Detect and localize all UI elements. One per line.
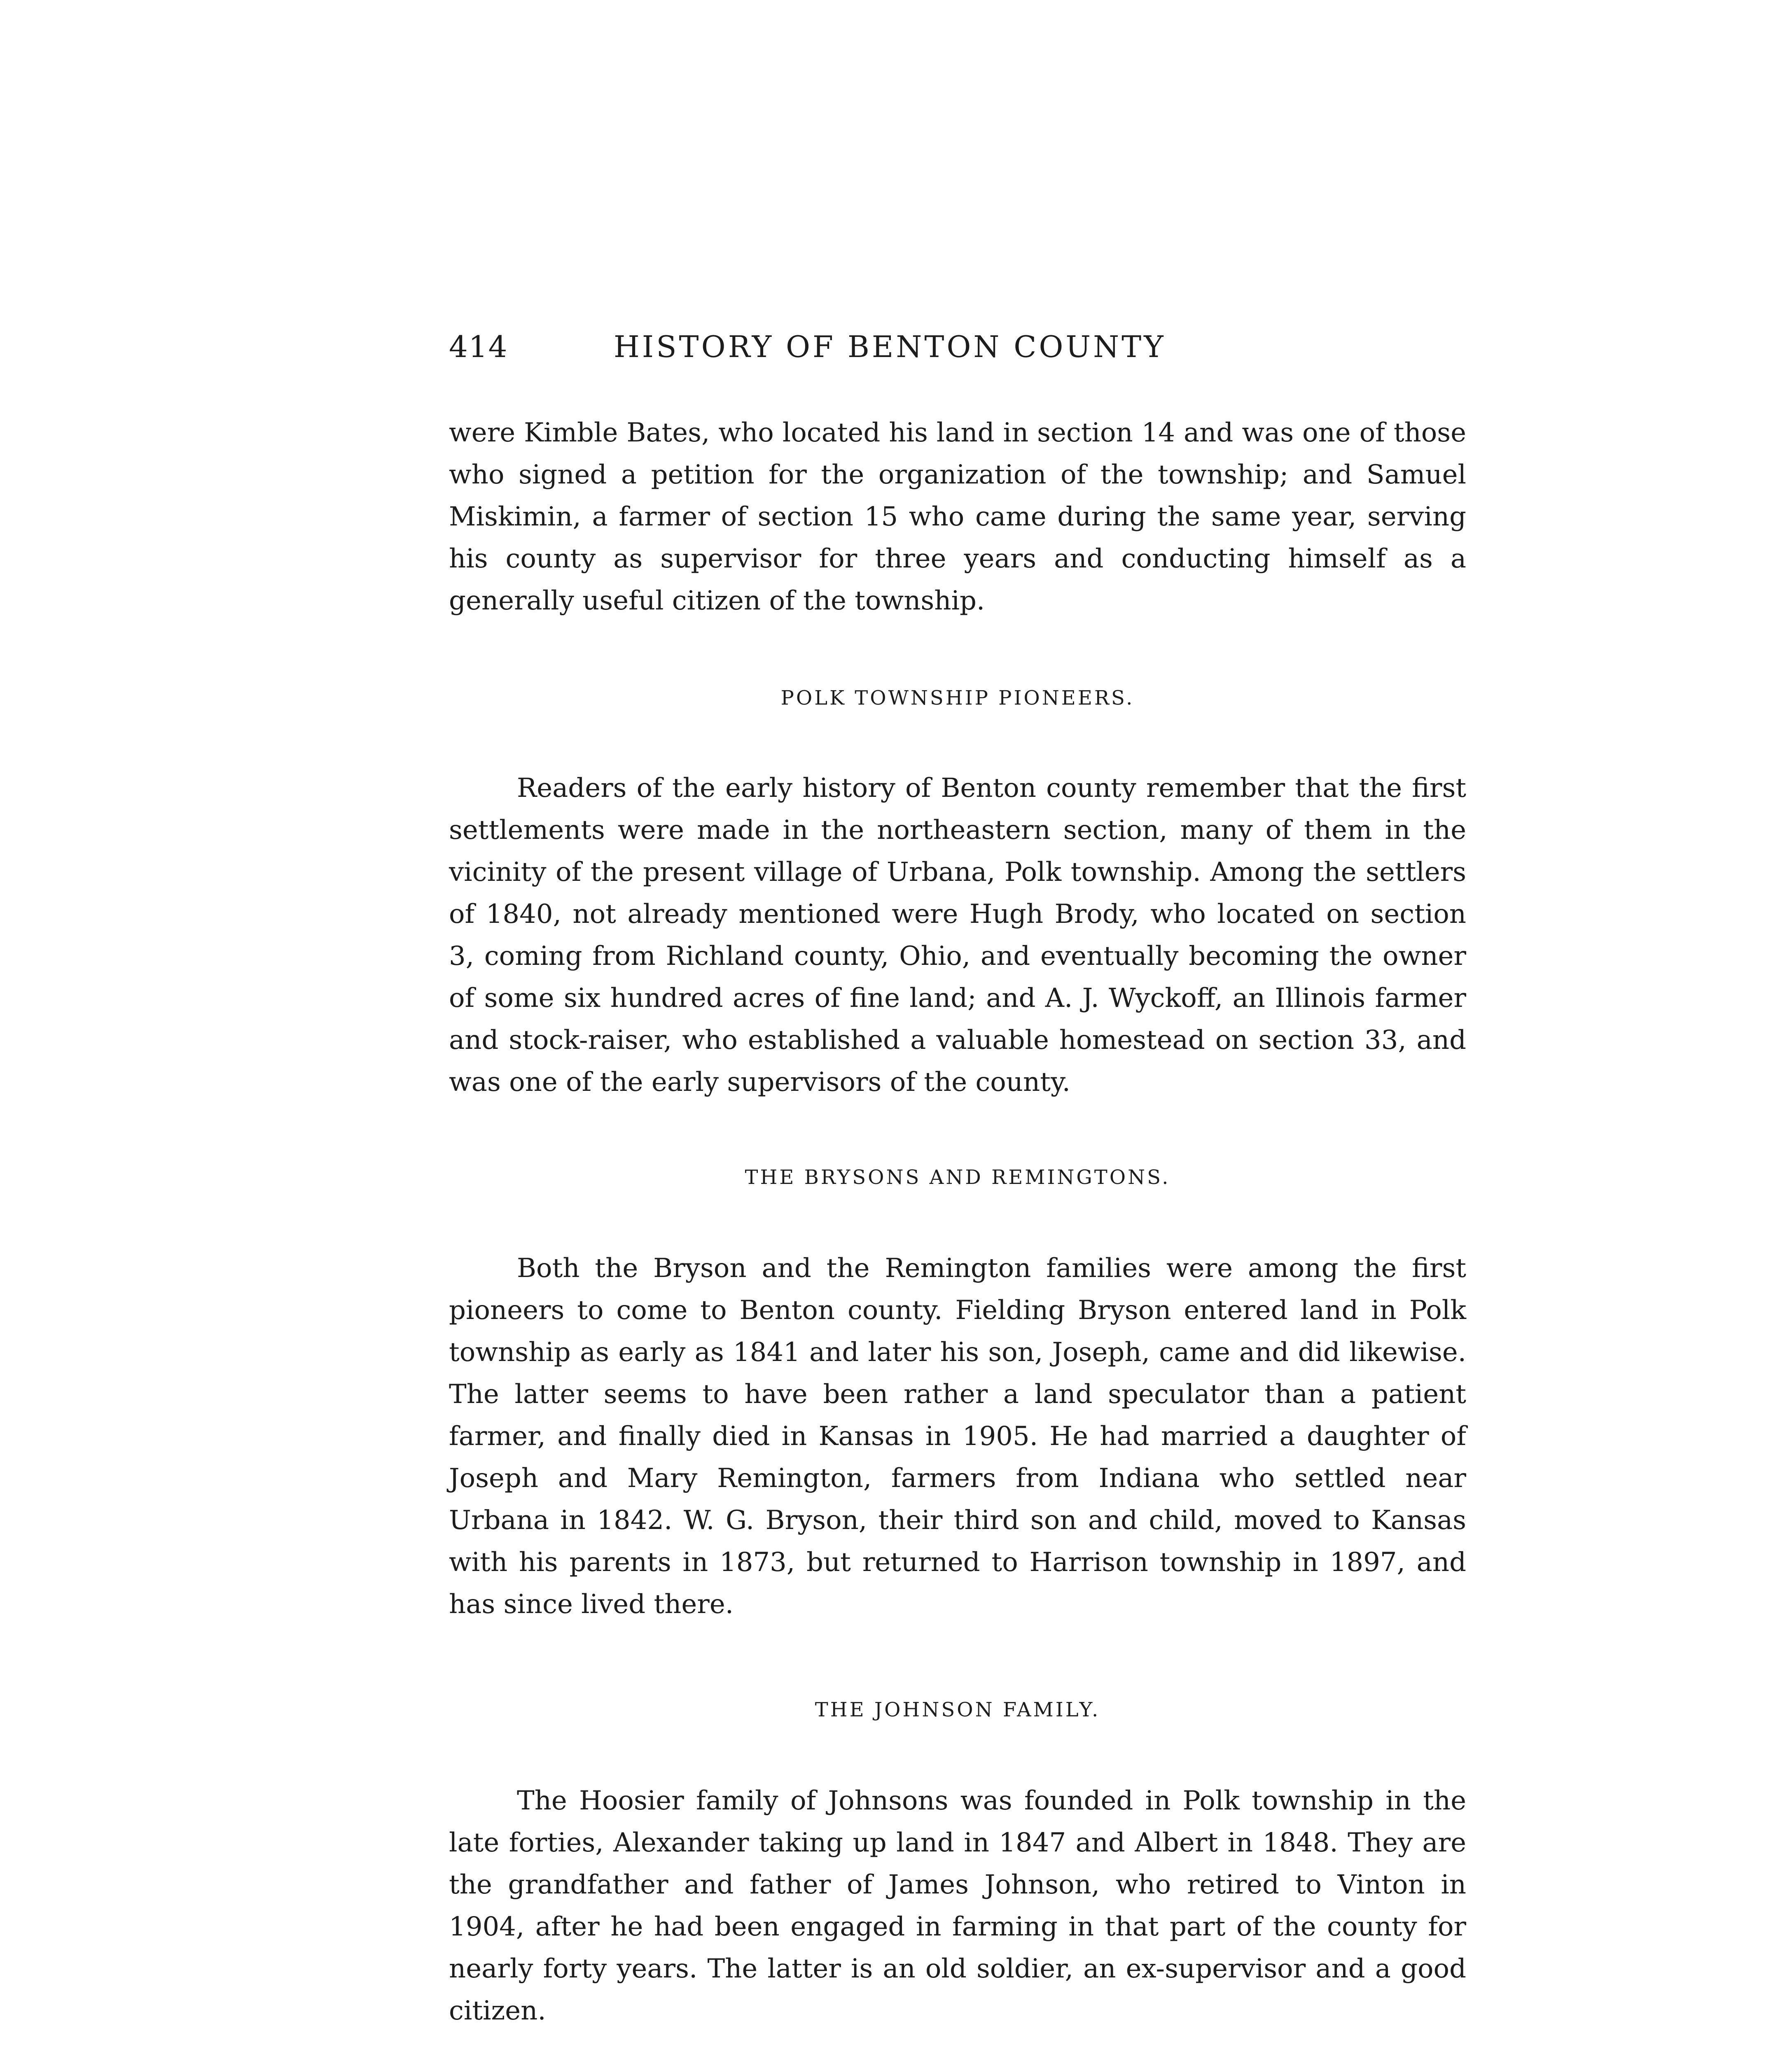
paragraph-brysons-and-remingtons: Both the Bryson and the Remington families were among the first pioneers to come to Benton county. Fielding Bryson entered land in Polk township as early as 1841 and later his son, Joseph, came and did likewise. The latter seems to have been rather a land speculator than a patient farmer, and finally died in Kansas in 1905. He had married a daughter of Joseph and Mary Remington, farmers from Indiana who settled near Urbana in 1842. W. G. Bryson, their third son and child, moved to Kansas with his parents in 1873, but returned to Harrison township in 1897, and has since lived there.	[449, 1253, 1466, 1620]
opening-paragraph: were Kimble Bates, who located his land in section 14 and was one of those who signed a petition for the organization of the township; and Samuel Miskimin, a farmer of section 15 who came during the same year, serving his county as supervisor for three years and conducting himself as a generally useful citizen of the township.	[449, 418, 1466, 616]
page-body	[449, 412, 1466, 2032]
page-number: 414	[449, 329, 508, 364]
section-heading-polk-township-pioneers: POLK TOWNSHIP PIONEERS.	[780, 686, 1135, 710]
paragraph-johnson-family: The Hoosier family of Johnsons was founded in Polk township in the late forties, Alexander taking up land in 1847 and Albert in 1848. They are the grandfather and father of James Johnson, who retired to Vinton in 1904, after he had been engaged in farming in that part of the county for nearly forty years. The latter is an old soldier, an ex-supervisor and a good citizen.	[449, 1786, 1466, 2026]
running-head	[449, 329, 1273, 379]
book-title: HISTORY OF BENTON COUNTY	[614, 329, 1166, 364]
paragraph-polk-township-pioneers: Readers of the early history of Benton county remember that the first settlements were made in the northeastern section, many of them in the vicinity of the present village of Urbana, Polk township. Among the settlers of 1840, not already mentioned were Hugh Brody, who located on section 3, coming from Richland county, Ohio, and eventually becoming the owner of some six hundred acres of fine land; and A. J. Wyckoff, an Illinois farmer and stock-raiser, who established a valuable homestead on section 33, and was one of the early supervisors of the county.	[449, 773, 1466, 1097]
section-heading-johnson-family: THE JOHNSON FAMILY.	[815, 1698, 1100, 1721]
section-heading-brysons-and-remingtons: THE BRYSONS AND REMINGTONS.	[745, 1166, 1171, 1189]
